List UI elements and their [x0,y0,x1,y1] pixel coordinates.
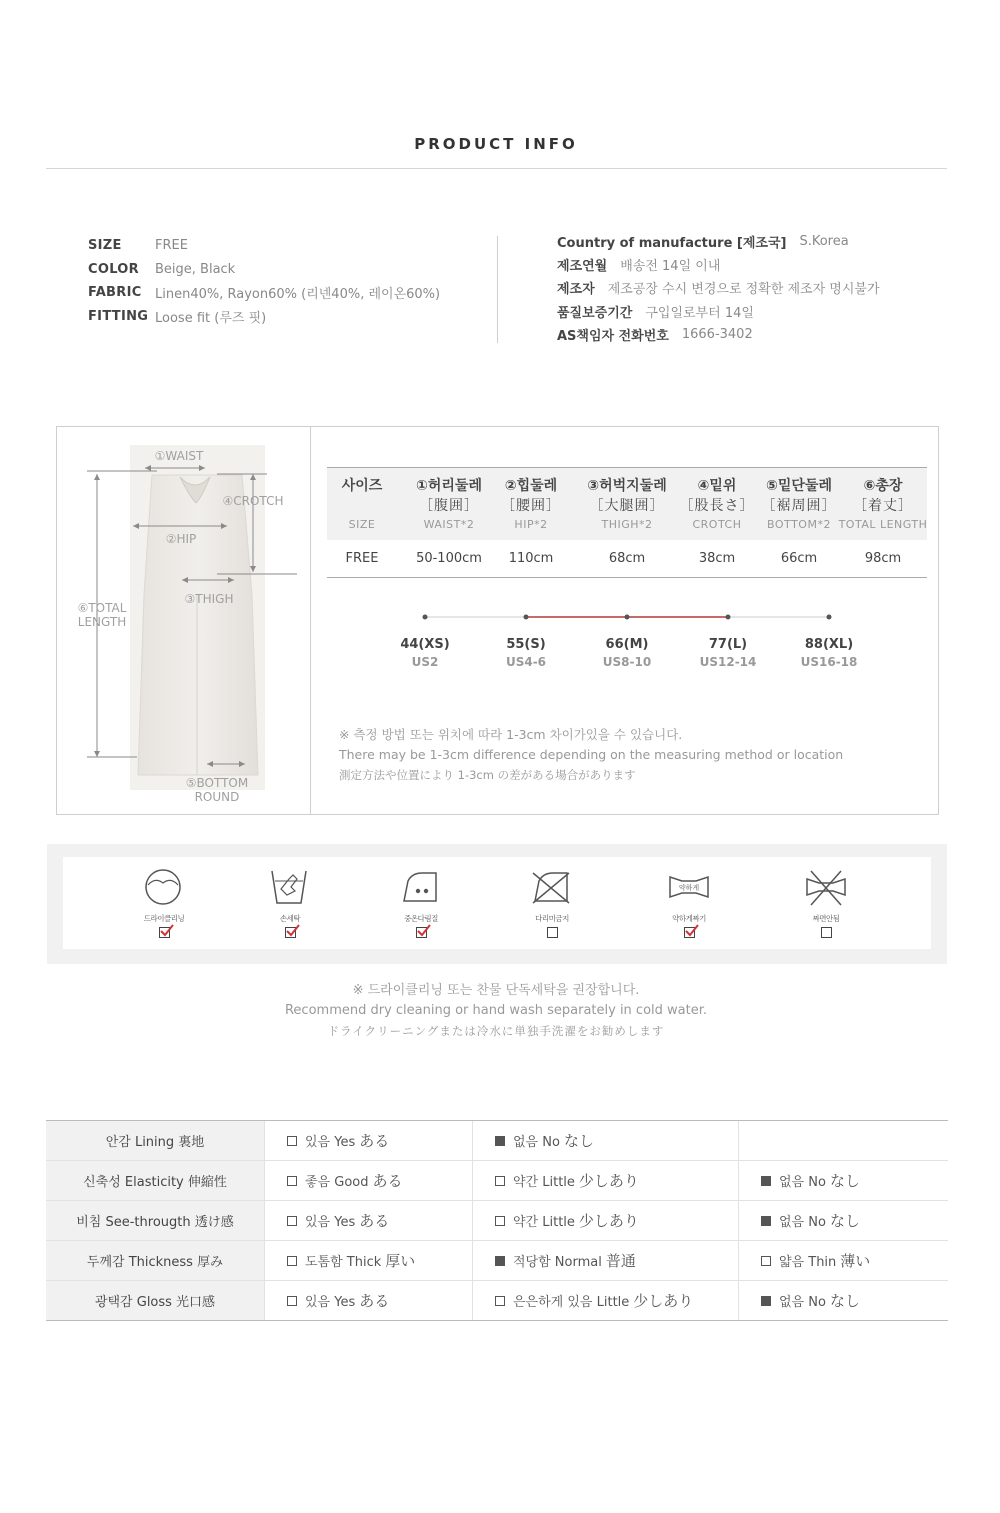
size-col-kj: ［着丈］ [853,498,913,514]
size-col-ko: ②힙둘레 [504,478,558,494]
checkbox[interactable] [287,1216,297,1226]
size-col-en: THIGH*2 [601,518,653,531]
care-label: 약하게짜기 [672,914,706,923]
attribute-option [264,1241,472,1280]
size-scale [357,617,897,677]
arrow-icon [94,474,100,480]
spec-row [88,258,440,282]
spec-key: FITTING [88,308,149,324]
option-label-jp: なし [829,1292,860,1310]
checkbox[interactable] [287,1296,297,1306]
option-label-jp: 少しあり [633,1292,694,1310]
fabric-attribute-table [46,1120,948,1321]
checkbox-checked[interactable] [761,1216,771,1226]
option-label: 없음 No [779,1175,826,1190]
checkbox[interactable] [287,1176,297,1186]
attribute-option [472,1201,738,1240]
label-length: LENGTH [77,615,127,629]
size-col-4 [677,468,757,531]
checkbox[interactable] [287,1136,297,1146]
option-label-jp: 普通 [605,1252,636,1270]
attribute-row [46,1161,948,1201]
size-col-6 [829,468,937,531]
measure-notes [339,725,843,785]
spec-key: COLOR [88,261,139,277]
spec-key: FABRIC [88,285,142,301]
size-box-divider [310,427,311,814]
size-col-en: TOTAL LENGTH [838,518,928,531]
hand-wash-icon [269,867,311,907]
care-item [124,867,204,938]
size-col-kj: ［腰囲］ [501,498,561,514]
info-value: S.Korea [799,234,849,250]
size-cell: 66cm [780,551,818,566]
scale-us-size: US12-14 [699,655,757,669]
info-row [557,276,880,299]
attribute-option [264,1281,472,1320]
size-cell: FREE [345,551,379,566]
option-label: 적당함 Normal [513,1255,602,1270]
arrow-icon [199,465,205,471]
arrow-icon [228,577,234,583]
option-label-jp: 少しあり [578,1172,639,1190]
option-label: 얇음 Thin [779,1255,837,1270]
size-col-ko: ⑤밑단둘레 [766,478,832,494]
info-key: Country of manufacture [제조국] [557,236,787,252]
attribute-row [46,1241,948,1281]
label-total: ⑥TOTAL [77,601,127,615]
checkbox[interactable] [495,1216,505,1226]
option-label: 은은하게 있음 Little [513,1295,630,1310]
info-row [557,230,880,253]
size-col-ko: ①허리둘레 [416,478,482,494]
info-row [557,300,880,323]
option-label-jp: 厚い [385,1252,416,1270]
size-col-2 [485,468,577,531]
attribute-row [46,1201,948,1241]
arrow-icon [250,566,256,572]
option-label-jp: ある [372,1172,403,1190]
check-icon [417,924,431,938]
checkbox-checked[interactable] [495,1136,505,1146]
option-label: 약간 Little [513,1215,575,1230]
scale-label [491,637,561,669]
check-icon [286,924,300,938]
size-cell: 68cm [608,551,646,566]
scale-kr-size: 77(L) [708,637,748,652]
attribute-option [264,1161,472,1200]
checkbox-checked[interactable] [495,1256,505,1266]
measure-lines [57,427,310,814]
check-icon [160,924,174,938]
attribute-option [472,1121,738,1160]
care-checkbox-checked[interactable] [416,927,427,938]
spec-list [88,234,440,328]
option-label: 없음 No [779,1295,826,1310]
option-label-jp: なし [563,1132,594,1150]
arrow-icon [145,465,151,471]
attribute-name: 광택감 Gloss 光口感 [46,1281,264,1320]
size-chart-box [56,426,939,815]
care-checkbox[interactable] [821,927,832,938]
size-col-en: BOTTOM*2 [767,518,831,531]
option-label: 있음 Yes [305,1215,356,1230]
care-checkbox[interactable] [547,927,558,938]
care-item [786,867,866,938]
info-value: 제조공장 수시 변경으로 정확한 제조자 명시불가 [607,282,880,298]
option-label-jp: 少しあり [578,1212,639,1230]
size-cell: 38cm [698,551,736,566]
attribute-row [46,1121,948,1161]
size-col-kj: ［裾周囲］ [761,498,837,514]
arrow-icon [221,523,227,529]
size-table-header [327,467,927,540]
care-item [381,867,461,938]
no-wring-icon [805,867,847,907]
size-cell: 110cm [508,551,554,566]
arrow-icon [182,577,188,583]
option-label: 있음 Yes [305,1295,356,1310]
attribute-option [738,1281,948,1320]
page-title: PRODUCT INFO [414,135,578,153]
size-cell: 50-100cm [416,551,482,566]
checkbox[interactable] [761,1256,771,1266]
checkbox-checked[interactable] [761,1296,771,1306]
iron-medium-icon [400,867,442,907]
title-divider [46,168,947,169]
scale-dot [726,615,731,620]
option-label-jp: ある [359,1292,390,1310]
scale-kr-size: 88(XL) [804,637,854,652]
info-value: 구입일로부터 14일 [645,305,754,321]
attribute-option [264,1201,472,1240]
size-table [327,467,927,578]
spec-row [88,305,440,329]
info-row [557,253,880,276]
size-col-en: WAIST*2 [423,518,475,531]
care-label: 중온다림질 [404,914,438,923]
care-label: 다리미금지 [535,914,569,923]
size-col-0 [327,468,397,531]
label-crotch: ④CROTCH [222,494,284,508]
spec-value: Loose fit (루즈 핏) [155,310,267,326]
spec-row [88,281,440,305]
size-col-en: HIP*2 [514,518,548,531]
attribute-name: 비침 See-througth 透け感 [46,1201,264,1240]
care-note-jp: ドライクリーニングまたは冷水に単独手洗濯をお勧めします [327,1024,665,1038]
size-col-kj: ［大腿囲］ [589,498,665,514]
info-key: 제조연월 [557,259,608,275]
arrow-icon [133,523,139,529]
option-label: 도톰함 Thick [305,1255,382,1270]
label-hip: ②HIP [165,532,197,546]
manufacture-info [557,230,880,346]
scale-us-size: US16-18 [800,655,858,669]
label-round: ROUND [194,790,240,804]
care-checkbox-checked[interactable] [159,927,170,938]
option-label-jp: 薄い [840,1252,871,1270]
spec-value: Beige, Black [155,261,236,277]
note-jp: 測定方法や位置により 1-3cm の差がある場合があります [339,768,636,782]
info-value: 1666-3402 [681,326,753,342]
spec-value: Linen40%, Rayon60% (리넨40%, 레이온60%) [155,287,441,303]
scale-label [592,637,662,669]
info-key: AS책임자 전화번호 [557,328,669,344]
spec-value: FREE [155,238,188,254]
label-thigh: ③THIGH [184,592,234,606]
attribute-option [738,1121,948,1160]
attribute-name: 두께감 Thickness 厚み [46,1241,264,1280]
scale-dot [423,615,428,620]
size-col-ko: ⑥총장 [863,478,903,494]
option-label: 없음 No [779,1215,826,1230]
scale-dot [524,615,529,620]
checkbox[interactable] [495,1296,505,1306]
size-col-ko: ④밑위 [697,478,737,494]
size-scale-line [357,611,897,623]
checkbox[interactable] [495,1176,505,1186]
option-label: 좋음 Good [305,1175,369,1190]
spec-key: SIZE [88,238,122,254]
scale-us-size: US8-10 [602,655,652,669]
care-item [250,867,330,938]
option-label-jp: なし [829,1172,860,1190]
scale-kr-size: 66(M) [605,637,649,652]
size-col-3 [567,468,687,531]
size-cell: 98cm [864,551,902,566]
scale-us-size: US4-6 [505,655,547,669]
attribute-row [46,1281,948,1321]
size-col-kj: ［腹囲］ [419,498,479,514]
care-label: 손세탁 [279,914,301,923]
attribute-option [738,1201,948,1240]
care-note-en: Recommend dry cleaning or hand wash separately in cold water. [284,1003,707,1018]
note-ko: ※ 측정 방법 또는 위치에 따라 1-3cm 차이가있을 수 있습니다. [339,727,683,742]
scale-us-size: US2 [411,655,439,669]
scale-label [390,637,460,669]
size-col-ko: 사이즈 [341,478,383,494]
care-icons [63,857,931,949]
scale-kr-size: 44(XS) [400,637,450,652]
care-item [649,867,729,938]
info-value: 배송전 14일 이내 [620,259,721,275]
care-checkbox-checked[interactable] [285,927,296,938]
care-panel [47,844,947,964]
attribute-name: 안감 Lining 裏地 [46,1121,264,1160]
option-label-jp: なし [829,1212,860,1230]
size-table-row [327,540,927,578]
option-label: 없음 No [513,1135,560,1150]
attribute-option [472,1241,738,1280]
checkbox-checked[interactable] [761,1176,771,1186]
scale-dot [625,615,630,620]
scale-dot [827,615,832,620]
attribute-name: 신축성 Elasticity 伸縮性 [46,1161,264,1200]
care-checkbox-checked[interactable] [684,927,695,938]
wring-gently-icon-text: 약하게 [678,884,700,892]
care-item [512,867,592,938]
size-col-kj [327,495,397,517]
wring-gently-icon [668,867,710,907]
option-label: 있음 Yes [305,1135,356,1150]
attribute-option [264,1121,472,1160]
scale-label [693,637,763,669]
option-label-jp: ある [359,1132,390,1150]
dry-clean-icon [143,867,185,907]
spec-divider [497,236,498,343]
checkbox[interactable] [287,1256,297,1266]
care-label: 짜면안됨 [812,914,840,923]
arrow-icon [94,751,100,757]
label-waist: ①WAIST [154,449,204,463]
arrow-icon [239,761,245,767]
size-col-en: SIZE [348,518,376,531]
check-icon [685,924,699,938]
info-key: 제조자 [557,282,595,298]
scale-label [794,637,864,669]
note-en: There may be 1-3cm difference depending on the measuring method or location [339,747,844,762]
size-col-ko: ③허벅지둘레 [587,478,667,494]
no-iron-icon [531,867,573,907]
label-bottom: ⑤BOTTOM [185,776,249,790]
attribute-option [738,1161,948,1200]
arrow-icon [250,474,256,480]
care-notes [0,981,992,1041]
info-key: 품질보증기간 [557,305,633,321]
info-row [557,323,880,346]
attribute-option [472,1161,738,1200]
spec-row [88,234,440,258]
size-col-en: CROTCH [692,518,742,531]
attribute-option [738,1241,948,1280]
attribute-option [472,1281,738,1320]
scale-kr-size: 55(S) [506,637,546,652]
arrow-icon [207,761,213,767]
care-note-ko: ※ 드라이클리닝 또는 찬물 단독세탁을 권장합니다. [352,983,640,998]
option-label-jp: ある [359,1212,390,1230]
option-label: 약간 Little [513,1175,575,1190]
care-label: 드라이클리닝 [143,914,185,923]
size-col-kj: ［股長さ］ [679,498,755,514]
